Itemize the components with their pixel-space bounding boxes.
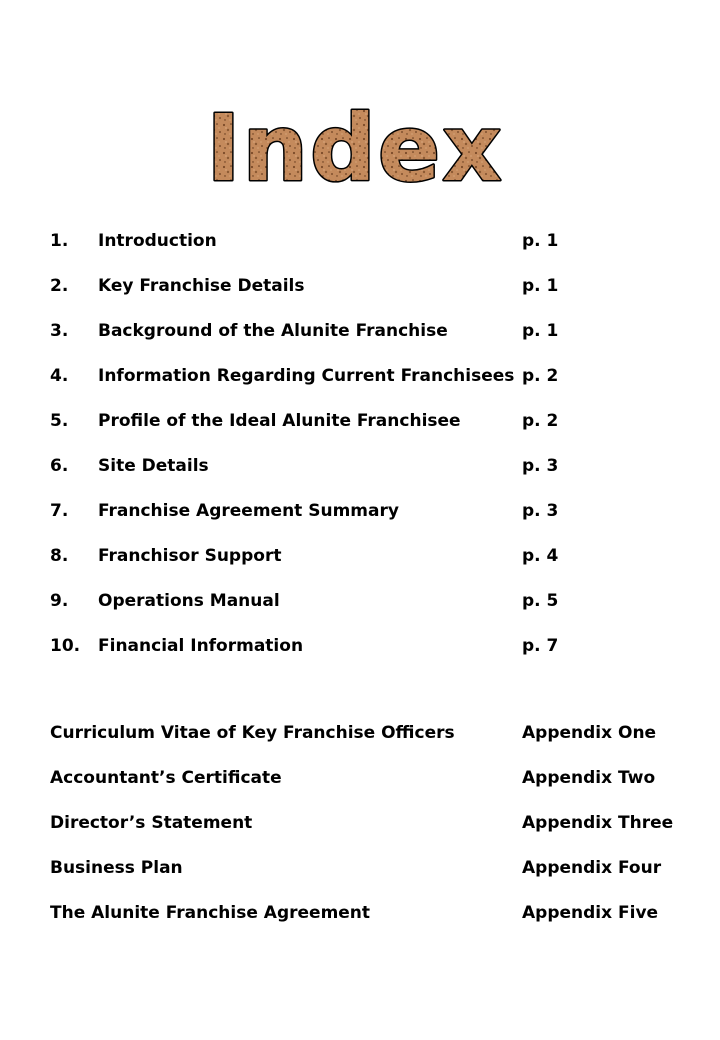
toc-label: Key Franchise Details [98, 276, 305, 296]
index-wordmark-graphic [180, 108, 530, 194]
toc-number: 9. [50, 591, 69, 611]
toc-page: p. 2 [522, 411, 559, 431]
appendix-ref: Appendix One [522, 723, 657, 743]
toc-number: 1. [50, 231, 69, 251]
toc-label: Profile of the Ideal Alunite Franchisee [98, 411, 461, 431]
appendix-ref: Appendix Two [522, 768, 656, 788]
toc-label: Site Details [98, 456, 209, 476]
toc-row [50, 449, 700, 494]
toc-number: 4. [50, 366, 69, 386]
appendix-list [50, 716, 700, 941]
toc-row [50, 539, 700, 584]
toc-label: Operations Manual [98, 591, 280, 611]
appendix-label: Director’s Statement [50, 813, 253, 833]
appendix-row [50, 761, 700, 806]
toc-page: p. 4 [522, 546, 559, 566]
toc-page: p. 1 [522, 276, 559, 296]
appendix-ref: Appendix Five [522, 903, 659, 923]
toc-label: Financial Information [98, 636, 304, 656]
toc-label: Franchise Agreement Summary [98, 501, 399, 521]
appendix-label: Curriculum Vitae of Key Franchise Officers [50, 723, 455, 743]
toc-row [50, 314, 700, 359]
toc-page: p. 1 [522, 231, 559, 251]
toc-row [50, 584, 700, 629]
toc-number: 6. [50, 456, 69, 476]
toc-number: 5. [50, 411, 69, 431]
appendix-ref: Appendix Three [522, 813, 674, 833]
appendix-row [50, 896, 700, 941]
toc-row [50, 404, 700, 449]
toc-page: p. 5 [522, 591, 559, 611]
toc-page: p. 3 [522, 501, 559, 521]
toc-number: 10. [50, 636, 81, 656]
toc-label: Franchisor Support [98, 546, 282, 566]
toc-row [50, 269, 700, 314]
appendix-row [50, 851, 700, 896]
appendix-row [50, 716, 700, 761]
appendix-row [50, 806, 700, 851]
toc-number: 7. [50, 501, 69, 521]
appendix-label: The Alunite Franchise Agreement [50, 903, 371, 923]
index-title-logo [180, 108, 530, 194]
toc-row [50, 629, 700, 674]
appendix-label: Business Plan [50, 858, 183, 878]
toc-row [50, 494, 700, 539]
toc-label: Background of the Alunite Franchise [98, 321, 448, 341]
toc-number: 3. [50, 321, 69, 341]
toc-page: p. 3 [522, 456, 559, 476]
toc-row [50, 224, 700, 269]
toc-number: 2. [50, 276, 69, 296]
toc-page: p. 2 [522, 366, 559, 386]
toc-label: Information Regarding Current Franchisees [98, 366, 515, 386]
toc-label: Introduction [98, 231, 217, 251]
table-of-contents [50, 224, 700, 674]
toc-page: p. 1 [522, 321, 559, 341]
appendix-ref: Appendix Four [522, 858, 662, 878]
index-wordmark-text: Index [206, 108, 504, 194]
toc-page: p. 7 [522, 636, 559, 656]
toc-row [50, 359, 700, 404]
toc-number: 8. [50, 546, 69, 566]
appendix-label: Accountant’s Certificate [50, 768, 282, 788]
